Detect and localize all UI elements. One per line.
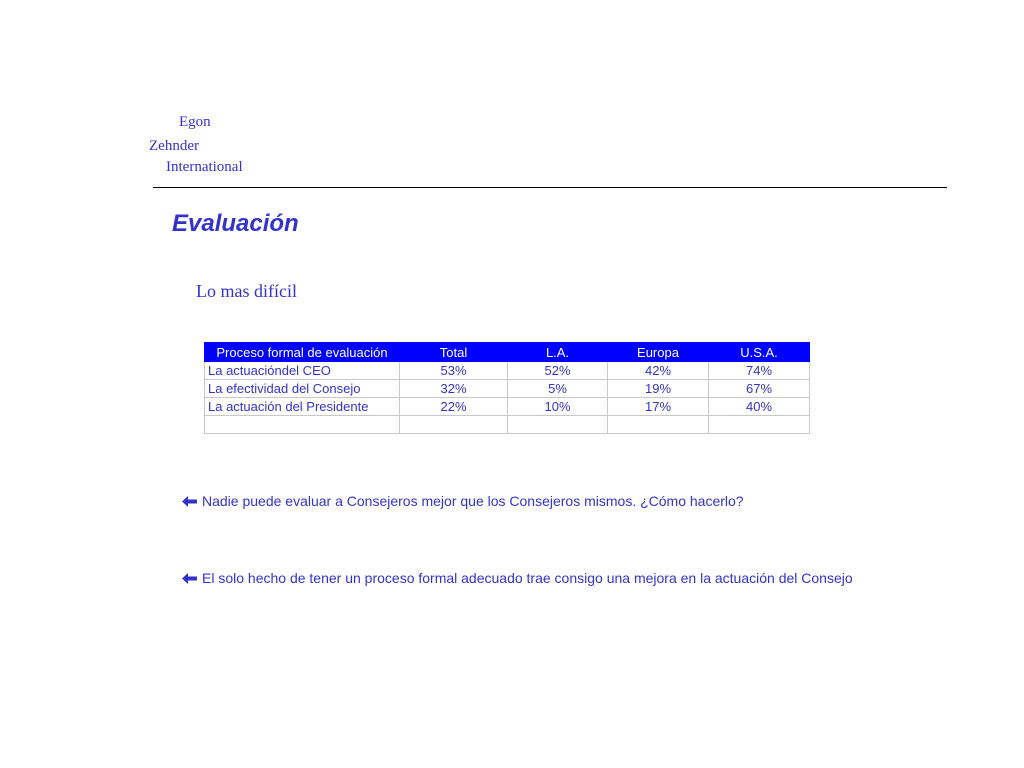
cell-total: 53%	[400, 362, 508, 380]
bullet-text: El solo hecho de tener un proceso formal adecuado trae consigo una mejora en la actuación del Consejo	[202, 570, 853, 586]
cell-usa: 40%	[709, 398, 810, 416]
cell-la: 5%	[508, 380, 608, 398]
header-divider	[153, 187, 947, 188]
table-row	[205, 380, 810, 398]
column-header-process: Proceso formal de evaluación	[205, 343, 400, 362]
logo-line-egon: Egon	[179, 114, 211, 130]
page-subtitle: Lo mas difícil	[196, 281, 297, 301]
cell-total: 32%	[400, 380, 508, 398]
arrow-left-icon	[182, 496, 197, 507]
cell-europa: 17%	[608, 398, 709, 416]
cell-la	[508, 416, 608, 434]
cell-total	[400, 416, 508, 434]
bullet-point	[182, 570, 853, 586]
arrow-left-icon	[182, 573, 197, 584]
bullet-text: Nadie puede evaluar a Consejeros mejor que los Consejeros mismos. ¿Cómo hacerlo?	[202, 493, 744, 509]
page-title: Evaluación	[172, 210, 299, 237]
cell-la: 52%	[508, 362, 608, 380]
logo-line-international: International	[166, 159, 243, 175]
cell-la: 10%	[508, 398, 608, 416]
cell-usa: 67%	[709, 380, 810, 398]
row-label: La efectividad del Consejo	[205, 380, 400, 398]
cell-europa: 19%	[608, 380, 709, 398]
bullet-point	[182, 493, 744, 509]
column-header-usa: U.S.A.	[709, 343, 810, 362]
cell-usa: 74%	[709, 362, 810, 380]
table-row	[205, 398, 810, 416]
logo-line-zehnder: Zehnder	[149, 138, 199, 154]
table-row-empty	[205, 416, 810, 434]
row-label: La actuación del Presidente	[205, 398, 400, 416]
cell-usa	[709, 416, 810, 434]
table-row	[205, 362, 810, 380]
column-header-total: Total	[400, 343, 508, 362]
cell-total: 22%	[400, 398, 508, 416]
cell-europa: 42%	[608, 362, 709, 380]
table-header-row	[205, 343, 810, 362]
column-header-la: L.A.	[508, 343, 608, 362]
column-header-europa: Europa	[608, 343, 709, 362]
row-label: La actuacióndel CEO	[205, 362, 400, 380]
row-label	[205, 416, 400, 434]
evaluation-table	[204, 342, 810, 434]
cell-europa	[608, 416, 709, 434]
